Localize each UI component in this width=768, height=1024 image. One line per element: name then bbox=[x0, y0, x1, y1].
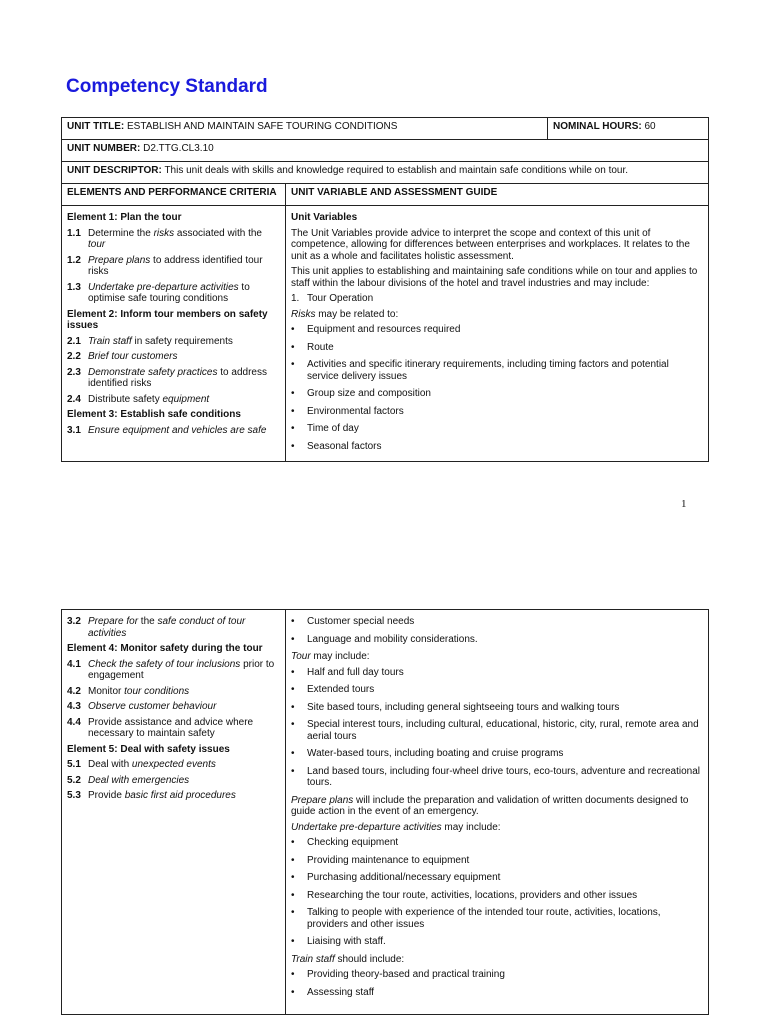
unit-descriptor-label: UNIT DESCRIPTOR: bbox=[67, 165, 162, 176]
element-heading: Element 4: Monitor safety during the tour bbox=[67, 643, 263, 654]
text-run: tour bbox=[88, 239, 106, 250]
unit-number-cell bbox=[62, 140, 709, 162]
unit-number-label: UNIT NUMBER: bbox=[67, 143, 141, 154]
criterion-number: 1.1 bbox=[67, 227, 81, 239]
bullet-icon bbox=[291, 748, 307, 760]
list-item bbox=[291, 748, 703, 760]
text-run: Determine the bbox=[88, 227, 154, 239]
text-run: may include: bbox=[441, 821, 501, 833]
performance-criterion bbox=[67, 282, 280, 305]
list-item-text: Route bbox=[307, 341, 334, 353]
criterion-text bbox=[88, 686, 280, 698]
text-run: Provide assistance and advice where necessary to maintain safety bbox=[88, 716, 254, 739]
element-heading: Element 1: Plan the tour bbox=[67, 212, 182, 223]
performance-criterion bbox=[67, 759, 280, 771]
criterion-text bbox=[88, 701, 280, 713]
elements-column-header: ELEMENTS AND PERFORMANCE CRITERIA bbox=[62, 184, 286, 206]
list-item bbox=[291, 684, 703, 696]
list-item bbox=[291, 406, 703, 418]
performance-criterion bbox=[67, 255, 280, 278]
text-run: Prepare plans bbox=[88, 254, 151, 266]
list-item-text: Liaising with staff. bbox=[307, 936, 386, 947]
bullet-icon bbox=[291, 872, 307, 884]
text-run: The Unit Variables provide advice to interpret the scope and context of this unit of competence, allowing for differences between enterprises and workplaces. It relates to the unit as a whole and facilitates holistic assessment. bbox=[291, 227, 690, 262]
criterion-number: 5.2 bbox=[67, 774, 81, 786]
list-item-text: Activities and specific itinerary requirements, including timing factors and potential service delivery issues bbox=[307, 359, 669, 382]
text-run: in safety requirements bbox=[131, 335, 233, 347]
list-item-text: Customer special needs bbox=[307, 616, 415, 627]
bullet-icon bbox=[291, 766, 307, 789]
text-run: basic first aid procedures bbox=[124, 790, 236, 801]
text-run: may be related to: bbox=[315, 308, 399, 320]
text-run: Ensure equipment and vehicles are safe bbox=[88, 424, 267, 436]
element-heading: Unit Variables bbox=[291, 212, 358, 223]
bullet-icon bbox=[291, 423, 307, 435]
bullet-icon bbox=[291, 406, 307, 418]
criterion-number: 3.1 bbox=[67, 424, 81, 436]
paragraph bbox=[291, 651, 703, 663]
numbered-item bbox=[291, 293, 703, 305]
criterion-text bbox=[88, 336, 280, 348]
criterion-number: 3.2 bbox=[67, 616, 81, 627]
text-run: unexpected events bbox=[131, 759, 216, 770]
paragraph bbox=[291, 822, 703, 834]
list-item bbox=[291, 987, 703, 999]
list-item bbox=[291, 936, 703, 948]
list-item bbox=[291, 359, 703, 382]
performance-criterion bbox=[67, 701, 280, 713]
performance-criterion bbox=[67, 425, 280, 437]
item-text: Tour Operation bbox=[307, 293, 374, 304]
bullet-icon bbox=[291, 634, 307, 646]
text-run: Observe customer behaviour bbox=[88, 701, 217, 712]
paragraph bbox=[291, 795, 703, 818]
performance-criterion bbox=[67, 717, 280, 740]
bullet-icon bbox=[291, 359, 307, 382]
variables-cell bbox=[286, 206, 709, 462]
variables-column-header: UNIT VARIABLE AND ASSESSMENT GUIDE bbox=[286, 184, 709, 206]
text-run: equipment bbox=[162, 393, 210, 405]
list-item-text: Assessing staff bbox=[307, 986, 375, 998]
unit-descriptor: This unit deals with skills and knowledge required to establish and maintain safe conditions while on tour. bbox=[164, 165, 629, 176]
list-item bbox=[291, 342, 703, 354]
bullet-icon bbox=[291, 702, 307, 714]
page-number: 1 bbox=[681, 498, 687, 510]
nominal-hours-label: NOMINAL HOURS: bbox=[553, 121, 642, 132]
list-item-text: Environmental factors bbox=[307, 405, 404, 417]
criterion-text bbox=[88, 659, 280, 682]
bullet-list bbox=[291, 969, 703, 998]
unit-title-label: UNIT TITLE: bbox=[67, 121, 125, 132]
criterion-text bbox=[88, 790, 280, 802]
text-run: Train staff bbox=[291, 953, 335, 965]
list-item bbox=[291, 634, 703, 646]
bullet-list bbox=[291, 616, 703, 645]
criterion-number: 1.2 bbox=[67, 254, 81, 266]
bullet-icon bbox=[291, 890, 307, 902]
criterion-number: 4.2 bbox=[67, 685, 81, 697]
list-item bbox=[291, 667, 703, 679]
text-run: Undertake pre-departure activities bbox=[291, 821, 442, 833]
list-item-text: Talking to people with experience of the intended tour route, activities, locations, providers and other issues bbox=[307, 907, 661, 930]
criterion-text bbox=[88, 228, 280, 251]
text-run: safe conduct of tour activities bbox=[88, 616, 246, 639]
text-run: associated with the bbox=[174, 227, 262, 239]
text-run: Demonstrate safety practices bbox=[88, 366, 218, 378]
list-item bbox=[291, 324, 703, 336]
text-run: will include the preparation and validation of written documents designed to guide action in the event of an emergency. bbox=[291, 794, 689, 817]
criterion-text bbox=[88, 255, 280, 278]
text-run: Tour bbox=[291, 651, 311, 662]
criterion-number: 2.2 bbox=[67, 351, 81, 362]
unit-descriptor-cell bbox=[62, 162, 709, 184]
bullet-icon bbox=[291, 837, 307, 849]
list-item-text: Checking equipment bbox=[307, 837, 399, 848]
elements-cell bbox=[62, 206, 286, 462]
paragraph bbox=[291, 954, 703, 966]
list-item-text: Water-based tours, including boating and cruise programs bbox=[307, 748, 564, 759]
list-item-text: Purchasing additional/necessary equipment bbox=[307, 872, 501, 883]
paragraph bbox=[291, 228, 703, 263]
performance-criterion bbox=[67, 367, 280, 390]
list-item-text: Half and full day tours bbox=[307, 666, 404, 678]
element-heading: Element 3: Establish safe conditions bbox=[67, 409, 241, 420]
list-item-text: Group size and composition bbox=[307, 388, 431, 399]
text-run: Check the safety of tour inclusions bbox=[88, 658, 241, 670]
text-run: Brief tour customers bbox=[88, 351, 178, 362]
criterion-text bbox=[88, 282, 280, 305]
list-item-text: Site based tours, including general sightseeing tours and walking tours bbox=[307, 701, 620, 713]
variables-cell-continued bbox=[286, 610, 709, 1015]
page-title: Competency Standard bbox=[66, 76, 268, 97]
text-run: Deal with emergencies bbox=[88, 774, 190, 786]
text-run: prior to engagement bbox=[88, 658, 275, 681]
list-item bbox=[291, 702, 703, 714]
bullet-icon bbox=[291, 441, 307, 453]
criterion-text bbox=[88, 425, 280, 437]
unit-title-cell bbox=[62, 118, 548, 140]
item-number: 1. bbox=[291, 293, 300, 304]
list-item-text: Language and mobility considerations. bbox=[307, 633, 478, 645]
criterion-number: 5.1 bbox=[67, 759, 81, 770]
criterion-text bbox=[88, 616, 280, 639]
bullet-icon bbox=[291, 667, 307, 679]
list-item bbox=[291, 441, 703, 453]
list-item bbox=[291, 837, 703, 849]
criterion-number: 5.3 bbox=[67, 790, 81, 801]
bullet-icon bbox=[291, 324, 307, 336]
bullet-icon bbox=[291, 388, 307, 400]
element-heading: Element 2: Inform tour members on safety issues bbox=[67, 308, 268, 331]
list-item-text: Providing maintenance to equipment bbox=[307, 854, 470, 866]
bullet-icon bbox=[291, 684, 307, 696]
list-item bbox=[291, 423, 703, 435]
text-run: the bbox=[138, 616, 158, 627]
bullet-list bbox=[291, 837, 703, 948]
criterion-number: 2.1 bbox=[67, 335, 81, 347]
bullet-icon bbox=[291, 936, 307, 948]
bullet-icon bbox=[291, 987, 307, 999]
text-run: Prepare for bbox=[88, 616, 139, 627]
text-run: may include: bbox=[310, 651, 370, 662]
text-run: Train staff bbox=[88, 335, 132, 347]
text-run: Deal with bbox=[88, 759, 132, 770]
performance-criterion bbox=[67, 686, 280, 698]
bullet-icon bbox=[291, 616, 307, 628]
text-run: to address identified risks bbox=[88, 366, 267, 389]
text-run: should include: bbox=[334, 953, 405, 965]
bullet-icon bbox=[291, 855, 307, 867]
list-item-text: Extended tours bbox=[307, 684, 375, 695]
list-item bbox=[291, 890, 703, 902]
text-run: Prepare plans bbox=[291, 794, 354, 806]
list-item bbox=[291, 388, 703, 400]
performance-criterion bbox=[67, 351, 280, 363]
list-item-text: Special interest tours, including cultural, educational, historic, city, rural, remote area and aerial tours bbox=[307, 719, 699, 742]
text-run: This unit applies to establishing and maintaining safe conditions while on tour and applies to staff within the labour divisions of the hotel and travel industries and may include: bbox=[291, 266, 698, 289]
criterion-number: 4.1 bbox=[67, 658, 81, 670]
nominal-hours: 60 bbox=[644, 121, 656, 132]
list-item-text: Providing theory-based and practical training bbox=[307, 969, 505, 980]
elements-cell-continued bbox=[62, 610, 286, 1015]
criterion-text bbox=[88, 351, 280, 363]
criterion-text bbox=[88, 759, 280, 771]
list-item-text: Equipment and resources required bbox=[307, 324, 461, 335]
competency-table-page-2 bbox=[61, 609, 709, 1015]
criterion-text bbox=[88, 717, 280, 740]
list-item bbox=[291, 616, 703, 628]
performance-criterion bbox=[67, 228, 280, 251]
text-run: to optimise safe touring conditions bbox=[88, 281, 250, 304]
text-run: Risks bbox=[291, 308, 316, 320]
criterion-text bbox=[88, 394, 280, 406]
element-heading: Element 5: Deal with safety issues bbox=[67, 743, 230, 755]
text-run: Distribute safety bbox=[88, 393, 163, 405]
criterion-text bbox=[88, 367, 280, 390]
list-item bbox=[291, 872, 703, 884]
bullet-list bbox=[291, 667, 703, 789]
bullet-icon bbox=[291, 719, 307, 742]
performance-criterion bbox=[67, 659, 280, 682]
criterion-number: 4.3 bbox=[67, 701, 81, 712]
text-run: to address identified tour risks bbox=[88, 254, 263, 277]
unit-number: D2.TTG.CL3.10 bbox=[143, 143, 214, 154]
text-run: Monitor bbox=[88, 685, 125, 697]
list-item-text: Land based tours, including four-wheel drive tours, eco-tours, adventure and recreational tours. bbox=[307, 765, 701, 788]
paragraph bbox=[291, 266, 703, 289]
performance-criterion bbox=[67, 775, 280, 787]
criterion-number: 2.4 bbox=[67, 393, 81, 405]
bullet-icon bbox=[291, 907, 307, 930]
criterion-number: 4.4 bbox=[67, 716, 81, 728]
text-run: risks bbox=[153, 227, 175, 239]
performance-criterion bbox=[67, 790, 280, 802]
text-run: Undertake pre-departure activities bbox=[88, 281, 239, 293]
performance-criterion bbox=[67, 336, 280, 348]
list-item bbox=[291, 855, 703, 867]
bullet-list bbox=[291, 324, 703, 452]
criterion-text bbox=[88, 775, 280, 787]
bullet-icon bbox=[291, 342, 307, 354]
paragraph bbox=[291, 309, 703, 321]
text-run: tour conditions bbox=[124, 685, 190, 697]
competency-table-page-1 bbox=[61, 117, 709, 462]
list-item-text: Time of day bbox=[307, 423, 359, 434]
list-item bbox=[291, 969, 703, 981]
text-run: Provide bbox=[88, 790, 125, 801]
performance-criterion bbox=[67, 616, 280, 639]
list-item bbox=[291, 907, 703, 930]
unit-title: ESTABLISH AND MAINTAIN SAFE TOURING CONDITIONS bbox=[127, 121, 398, 132]
nominal-hours-cell bbox=[548, 118, 709, 140]
performance-criterion bbox=[67, 394, 280, 406]
criterion-number: 1.3 bbox=[67, 281, 81, 293]
criterion-number: 2.3 bbox=[67, 366, 81, 378]
list-item bbox=[291, 766, 703, 789]
bullet-icon bbox=[291, 969, 307, 981]
list-item-text: Seasonal factors bbox=[307, 440, 382, 452]
list-item-text: Researching the tour route, activities, locations, providers and other issues bbox=[307, 889, 638, 901]
list-item bbox=[291, 719, 703, 742]
